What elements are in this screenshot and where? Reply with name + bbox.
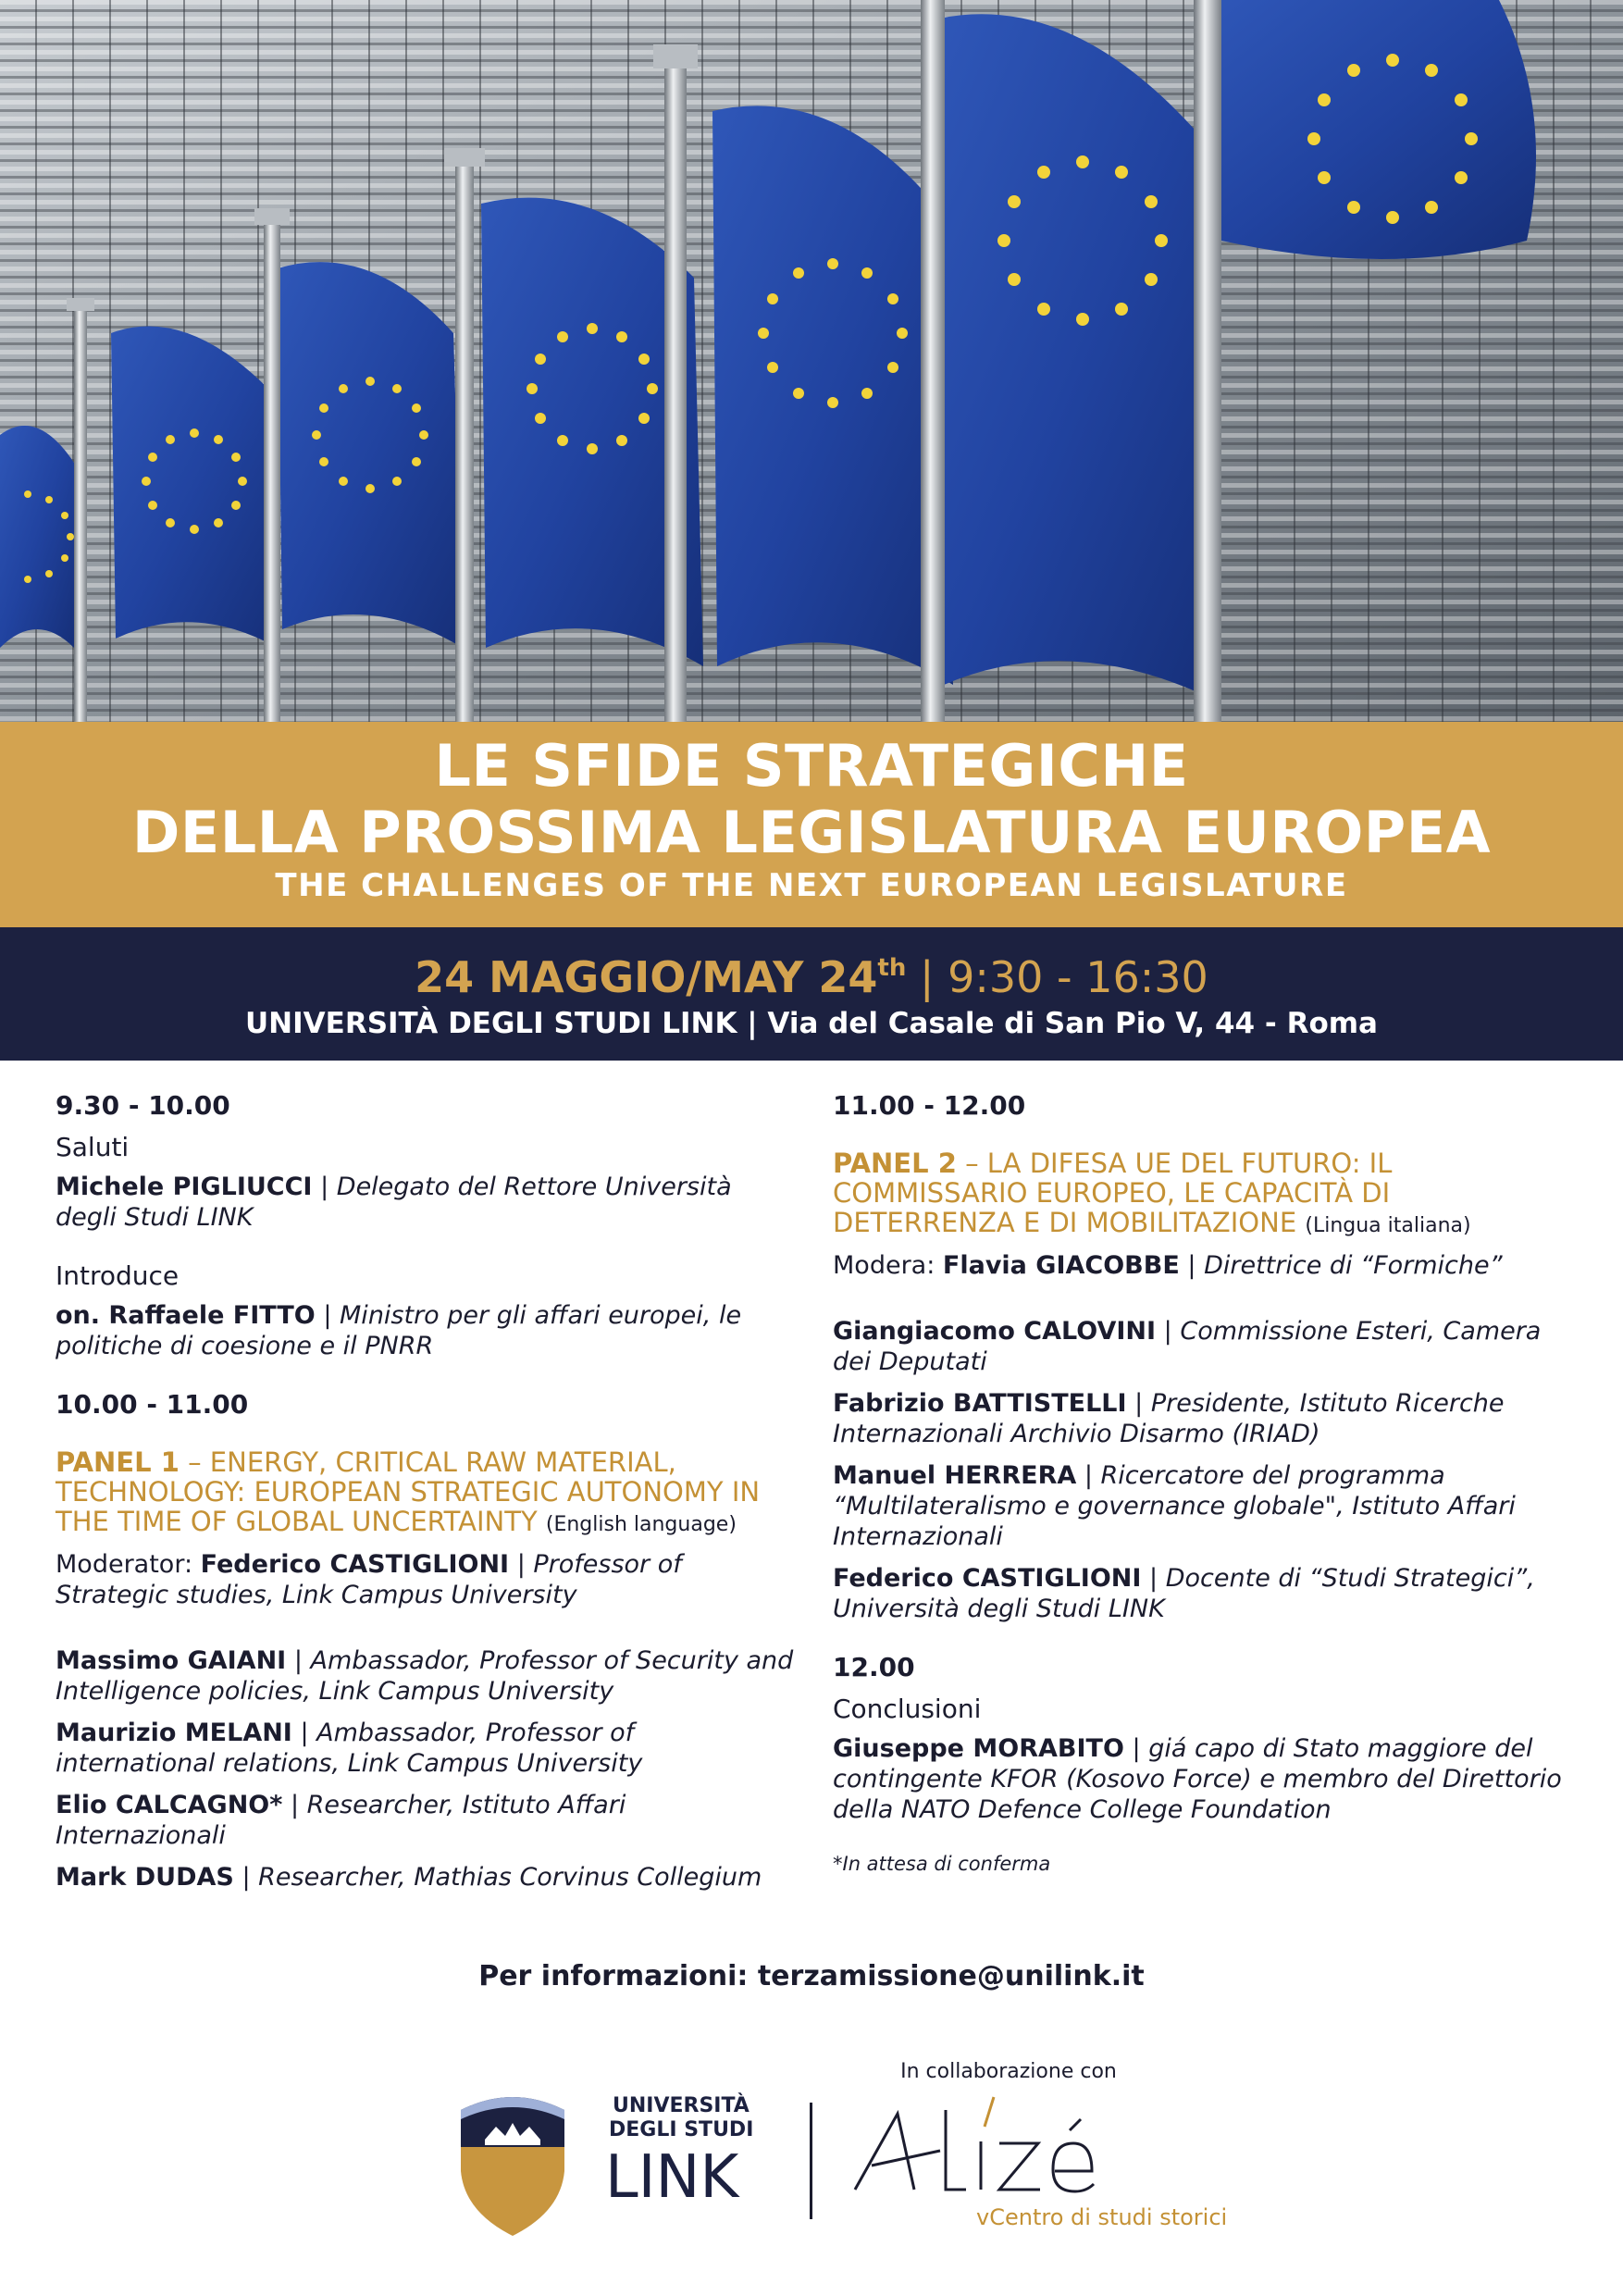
panel-title: [56, 1447, 796, 1540]
logo-line2: DEGLI STUDI: [609, 2118, 754, 2141]
panel-title: [833, 1148, 1564, 1241]
program-right-column: [833, 1090, 1564, 1880]
panel-language: (Lingua italiana): [1305, 1214, 1471, 1237]
session-label: Conclusioni: [833, 1694, 982, 1724]
speaker-role: Presidente, Istituto Ricerche Internazionali Archivio Disarmo (IRIAD): [833, 1389, 1505, 1448]
panel-title-text: – ENERGY, CRITICAL RAW MATERIAL, TECHNOLOGY: EUROPEAN STRATEGIC AUTONOMY IN THE TIME OF GLOBAL UNCERTAINTY: [56, 1446, 761, 1537]
speaker-name: Manuel HERRERA: [833, 1461, 1077, 1490]
hero-photo-eu-flags: [0, 0, 1623, 722]
alize-logo: [849, 2086, 1247, 2243]
speaker-role: Delegato del Rettore Università degli Studi LINK: [56, 1173, 732, 1232]
alize-subtitle: vCentro di studi storici: [976, 2204, 1228, 2230]
speaker-entry: Federico CASTIGLIONI | Docente di “Studi Strategici”, Università degli Studi LINK: [833, 1564, 1535, 1623]
session-label: Introduce: [56, 1260, 180, 1291]
speaker-role: Researcher, Mathias Corvinus Collegium: [258, 1863, 762, 1892]
moderator-entry: Modera: Flavia GIACOBBE | Direttrice di “Formiche”: [833, 1251, 1503, 1280]
confirmation-note: *In attesa di conferma: [833, 1853, 1051, 1875]
moderator-role: Professor of Strategic studies, Link Campus University: [56, 1550, 682, 1609]
logo-divider: [810, 2103, 812, 2219]
session-time: 12.00: [833, 1652, 915, 1682]
speaker-entry: Manuel HERRERA | Ricercatore del programma “Multilateralismo e governance globale", Istituto Affari Internazionali: [833, 1461, 1516, 1551]
speaker-entry: on. Raffaele FITTO | Ministro per gli affari europei, le politiche di coesione e il PNRR: [56, 1301, 742, 1360]
event-date: 24 MAGGIO/MAY 24: [415, 952, 878, 1002]
link-university-shield-icon: [461, 2097, 564, 2236]
alize-logo-icon: [849, 2086, 1247, 2206]
speaker-entry: Maurizio MELANI | Ambassador, Professor of international relations, Link Campus University: [56, 1719, 643, 1778]
date-separator: |: [919, 952, 935, 1002]
moderator-entry: Moderator: Federico CASTIGLIONI | Professor of Strategic studies, Link Campus University: [56, 1550, 682, 1609]
moderator-role: Direttrice di “Formiche”: [1204, 1251, 1503, 1280]
session-time: 11.00 - 12.00: [833, 1090, 1026, 1121]
moderator-name: Federico CASTIGLIONI: [200, 1550, 510, 1579]
speaker-role: Researcher, Istituto Affari Internazionali: [56, 1791, 626, 1850]
logo-line3: LINK: [605, 2143, 739, 2212]
panel-tag: PANEL 2: [833, 1148, 957, 1179]
event-date-line: [0, 940, 1623, 1005]
moderator-label: Modera:: [833, 1251, 935, 1280]
speaker-role: Ambassador, Professor of Security and Intelligence policies, Link Campus University: [56, 1646, 794, 1706]
collaboration-label: In collaborazione con: [900, 2060, 1117, 2083]
speaker-entry: Mark DUDAS | Researcher, Mathias Corvinus Collegium: [56, 1863, 762, 1892]
speaker-name: Fabrizio BATTISTELLI: [833, 1389, 1127, 1418]
contact-info: Per informazioni: terzamissione@unilink.it: [478, 1960, 1145, 1992]
speaker-entry: Fabrizio BATTISTELLI | Presidente, Istituto Ricerche Internazionali Archivio Disarmo (IRIAD): [833, 1389, 1505, 1448]
speaker-name: Federico CASTIGLIONI: [833, 1564, 1142, 1593]
moderator-name: Flavia GIACOBBE: [942, 1251, 1180, 1280]
event-subtitle: THE CHALLENGES OF THE NEXT EUROPEAN LEGISLATURE: [275, 867, 1348, 904]
program-left-column: [56, 1090, 796, 1904]
speaker-role: Commissione Esteri, Camera dei Deputati: [833, 1317, 1542, 1376]
speaker-name: Mark DUDAS: [56, 1863, 234, 1892]
speaker-entry: Giuseppe MORABITO | giá capo di Stato maggiore del contingente KFOR (Kosovo Force) e membro del Direttorio della NATO Defence College Foundation: [833, 1734, 1562, 1824]
event-title-line1: LE SFIDE STRATEGICHE: [434, 732, 1189, 800]
panel-tag: PANEL 1: [56, 1446, 180, 1478]
event-date-suffix: th: [877, 954, 907, 982]
speaker-name: Michele PIGLIUCCI: [56, 1173, 313, 1201]
title-band: [0, 722, 1623, 927]
session-time: 10.00 - 11.00: [56, 1389, 249, 1420]
moderator-label: Moderator:: [56, 1550, 193, 1579]
event-venue: UNIVERSITÀ DEGLI STUDI LINK | Via del Casale di San Pio V, 44 - Roma: [245, 1007, 1378, 1040]
speaker-name: Giuseppe MORABITO: [833, 1734, 1124, 1763]
speaker-role: Ricercatore del programma “Multilateralismo e governance globale", Istituto Affari Internazionali: [833, 1461, 1516, 1551]
speaker-name: on. Raffaele FITTO: [56, 1301, 316, 1330]
speaker-entry: Michele PIGLIUCCI | Delegato del Rettore Università degli Studi LINK: [56, 1173, 732, 1232]
speaker-name: Maurizio MELANI: [56, 1719, 292, 1747]
speaker-name: Massimo GAIANI: [56, 1646, 287, 1675]
speaker-entry: Giangiacomo CALOVINI | Commissione Esteri, Camera dei Deputati: [833, 1317, 1542, 1376]
speaker-name: Giangiacomo CALOVINI: [833, 1317, 1157, 1346]
panel-language: (English language): [545, 1513, 737, 1536]
link-university-logo: [457, 2082, 772, 2240]
session-label: Saluti: [56, 1132, 130, 1162]
speaker-name: Elio CALCAGNO*: [56, 1791, 283, 1819]
speaker-role: giá capo di Stato maggiore del contingente KFOR (Kosovo Force) e membro del Direttorio della NATO Defence College Foundation: [833, 1734, 1562, 1824]
speaker-role: Docente di “Studi Strategici”, Università degli Studi LINK: [833, 1564, 1535, 1623]
date-band: [0, 927, 1623, 1061]
panel-title-text: – LA DIFESA UE DEL FUTURO: IL COMMISSARIO EUROPEO, LE CAPACITÀ DI DETERRENZA E DI MOBILITAZIONE: [833, 1148, 1393, 1238]
speaker-entry: Massimo GAIANI | Ambassador, Professor of Security and Intelligence policies, Link Campus University: [56, 1646, 794, 1706]
speaker-entry: Elio CALCAGNO* | Researcher, Istituto Affari Internazionali: [56, 1791, 626, 1850]
speaker-role: Ministro per gli affari europei, le politiche di coesione e il PNRR: [56, 1301, 742, 1360]
logo-line1: UNIVERSITÀ: [613, 2094, 750, 2117]
session-time: 9.30 - 10.00: [56, 1090, 230, 1121]
event-title-line2: DELLA PROSSIMA LEGISLATURA EUROPEA: [131, 799, 1492, 866]
speaker-role: Ambassador, Professor of international relations, Link Campus University: [56, 1719, 643, 1778]
event-time: 9:30 - 16:30: [948, 952, 1208, 1002]
